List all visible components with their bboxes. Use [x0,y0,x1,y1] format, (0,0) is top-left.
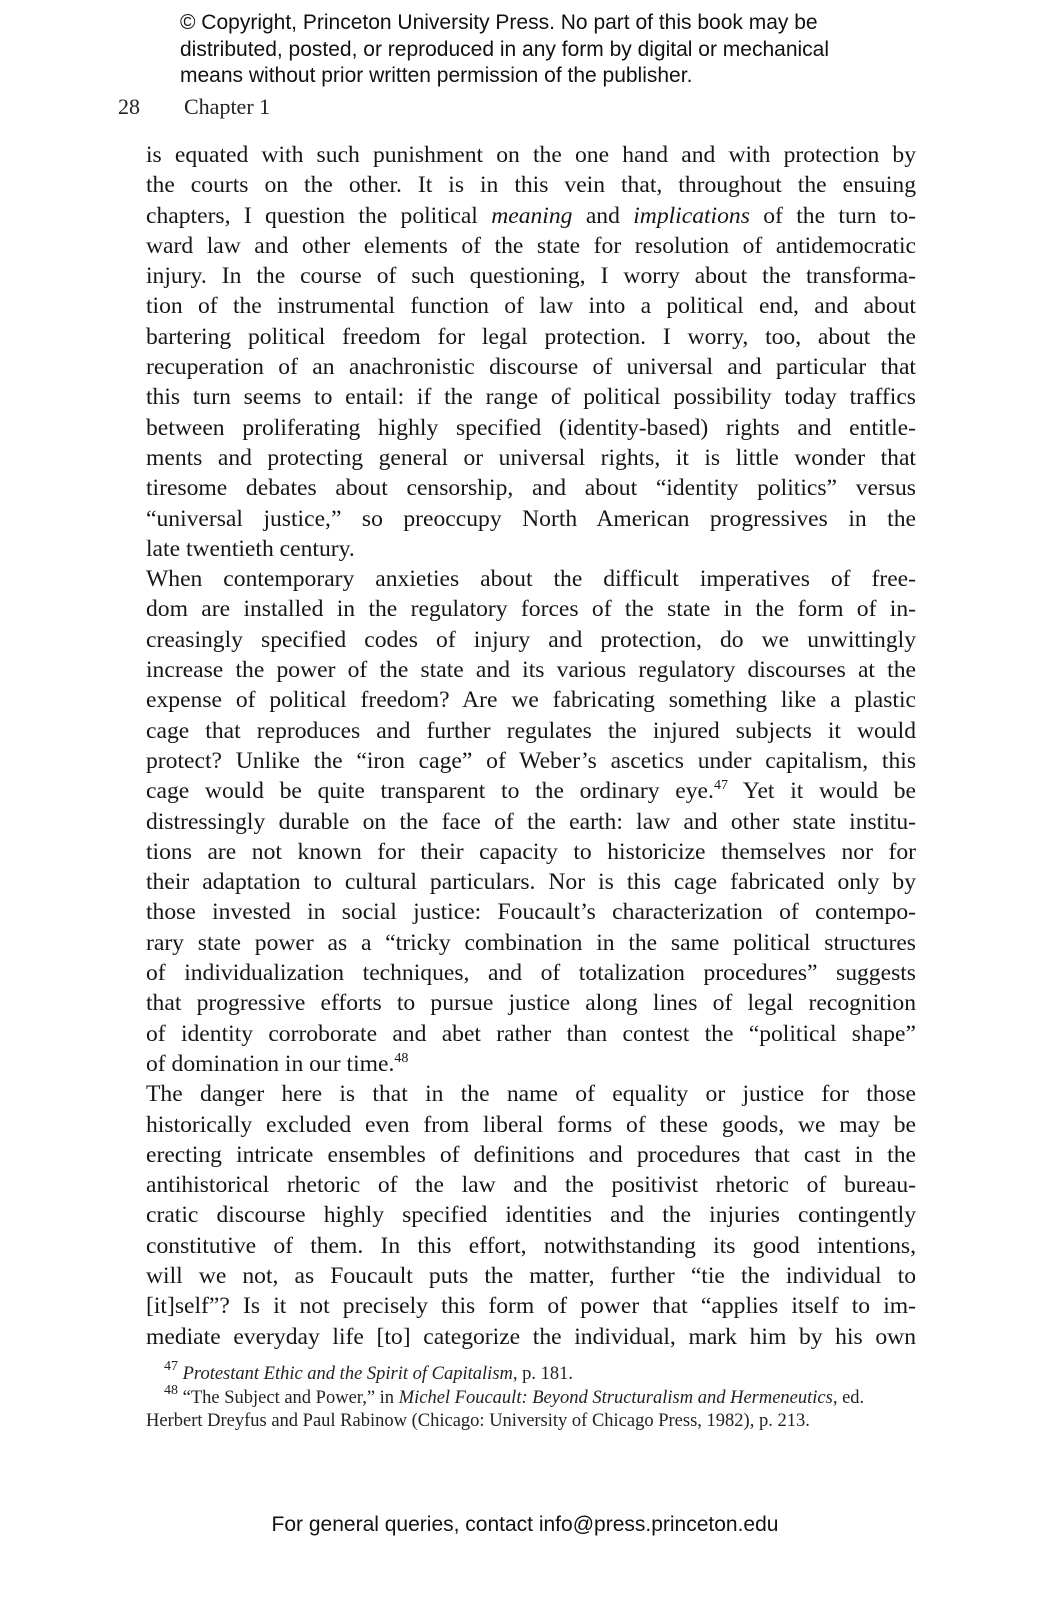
text-line: creasingly specified codes of injury and protection, do we unwittingly [146,626,916,653]
footnote-48-continued: Herbert Dreyfus and Paul Rabinow (Chicago: University of Chicago Press, 1982), p. 213. [146,1411,810,1431]
text-line: tiresome debates about censorship, and about “identity politics” versus [146,475,916,502]
copyright-notice [180,10,940,90]
footnote-number: 47 [164,1359,178,1374]
emphasis: meaning [491,202,573,229]
text-line: ward law and other elements of the state for resolution of antidemocratic [146,232,916,259]
footnotes [146,1359,916,1434]
chapter-title: Chapter 1 [184,94,271,119]
text-line: When contemporary anxieties about the difficult imperatives of free- [146,566,916,593]
footnote-ref-48[interactable]: 48 [394,1050,409,1066]
footnote-47: $^{47}$ Protestant Ethic and the Spirit of Capitalism, p. 181. [164,1359,574,1384]
text-line: will we not, as Foucault puts the matter, further “tie the individual to [146,1262,916,1289]
text-line: “universal justice,” so preoccupy North American progressives in the [146,505,916,532]
emphasis: implications [633,202,750,229]
page-number: 28 [118,94,140,119]
text-line: erecting intricate ensembles of definitions and procedures that cast in the [146,1141,916,1168]
text-line: this turn seems to entail: if the range of political possibility today traffics [146,384,916,411]
text-line: chapters, I question the political meaning and implications of the turn to- [146,202,916,229]
text-line: recuperation of an anachronistic discourse of universal and particular that [146,354,916,381]
text-line: is equated with such punishment on the one hand and with protection by [146,142,916,168]
text-line: tions are not known for their capacity to historicize themselves nor for [146,838,916,865]
text-line: rary state power as a “tricky combination in the same political structures [146,929,916,956]
text-line: cratic discourse highly specified identities and the injuries contingently [146,1202,916,1229]
paragraph-3 [146,1079,916,1352]
text-line: of domination in our time.$^{48}$ [146,1050,409,1077]
text-line: tion of the instrumental function of law into a political end, and about [146,293,916,320]
text-line: increase the power of the state and its various regulatory discourses at the [146,657,916,684]
text-line: their adaptation to cultural particulars. Nor is this cage fabricated only by [146,869,916,896]
body-text [146,140,916,1352]
text-line: historically excluded even from liberal forms of these goods, we may be [146,1111,916,1138]
text-line: protect? Unlike the “iron cage” of Weber’s ascetics under capitalism, this [146,747,916,774]
footnote-48: $^{48}$ “The Subject and Power,” in Michel Foucault: Beyond Structuralism and Hermeneutics, ed. [164,1382,865,1408]
text-line: between proliferating highly specified (identity-based) rights and entitle- [146,414,916,441]
text-line: cage that reproduces and further regulates the injured subjects it would [146,717,916,744]
paragraph-2 [146,564,916,1079]
text-line: constitutive of them. In this effort, notwithstanding its good intentions, [146,1232,916,1259]
footer-contact: For general queries, contact info@press.princeton.edu [271,1513,779,1536]
text-line: The danger here is that in the name of equality or justice for those [146,1081,916,1108]
text-line: bartering political freedom for legal protection. I worry, too, about the [146,323,916,350]
text-line: of identity corroborate and abet rather than contest the “political shape” [146,1020,916,1047]
paragraph-1 [146,140,916,564]
text-line: injury. In the course of such questioning, I worry about the transforma- [146,263,916,290]
text-line: the courts on the other. It is in this vein that, throughout the ensuing [146,172,916,199]
text-line: cage would be quite transparent to the ordinary eye.$^{47}$ Yet it would be [146,778,916,805]
text-line: distressingly durable on the face of the earth: law and other state institu- [146,808,916,835]
text-line: late twentieth century. [146,535,355,562]
footnote-number: 48 [164,1382,178,1398]
copyright-line-3: means without prior written permission of the publisher. [180,64,693,87]
text-line: those invested in social justice: Foucault’s characterization of contempo- [146,899,916,926]
copyright-line-2: distributed, posted, or reproduced in any form by digital or mechanical [180,37,830,61]
text-line: expense of political freedom? Are we fabricating something like a plastic [146,687,916,714]
footnote-title: Michel Foucault: Beyond Structuralism and Hermeneutics [398,1387,833,1408]
text-line: ments and protecting general or universal rights, it is little wonder that [146,444,916,471]
running-head [118,94,270,120]
text-line: dom are installed in the regulatory forces of the state in the form of in- [146,596,916,623]
text-line: mediate everyday life [to] categorize the individual, mark him by his own [146,1323,916,1350]
text-line: [it]self”? Is it not precisely this form of power that “applies itself to im- [146,1293,916,1320]
text-line: of individualization techniques, and of totalization procedures” suggests [146,960,916,987]
text-line: that progressive efforts to pursue justice along lines of legal recognition [146,990,916,1017]
footnote-title: Protestant Ethic and the Spirit of Capitalism [182,1364,513,1384]
footnote-ref-47[interactable]: 47 [713,778,728,794]
copyright-line-1: © Copyright, Princeton University Press. No part of this book may be [180,11,818,34]
text-line: antihistorical rhetoric of the law and the positivist rhetoric of bureau- [146,1172,916,1199]
